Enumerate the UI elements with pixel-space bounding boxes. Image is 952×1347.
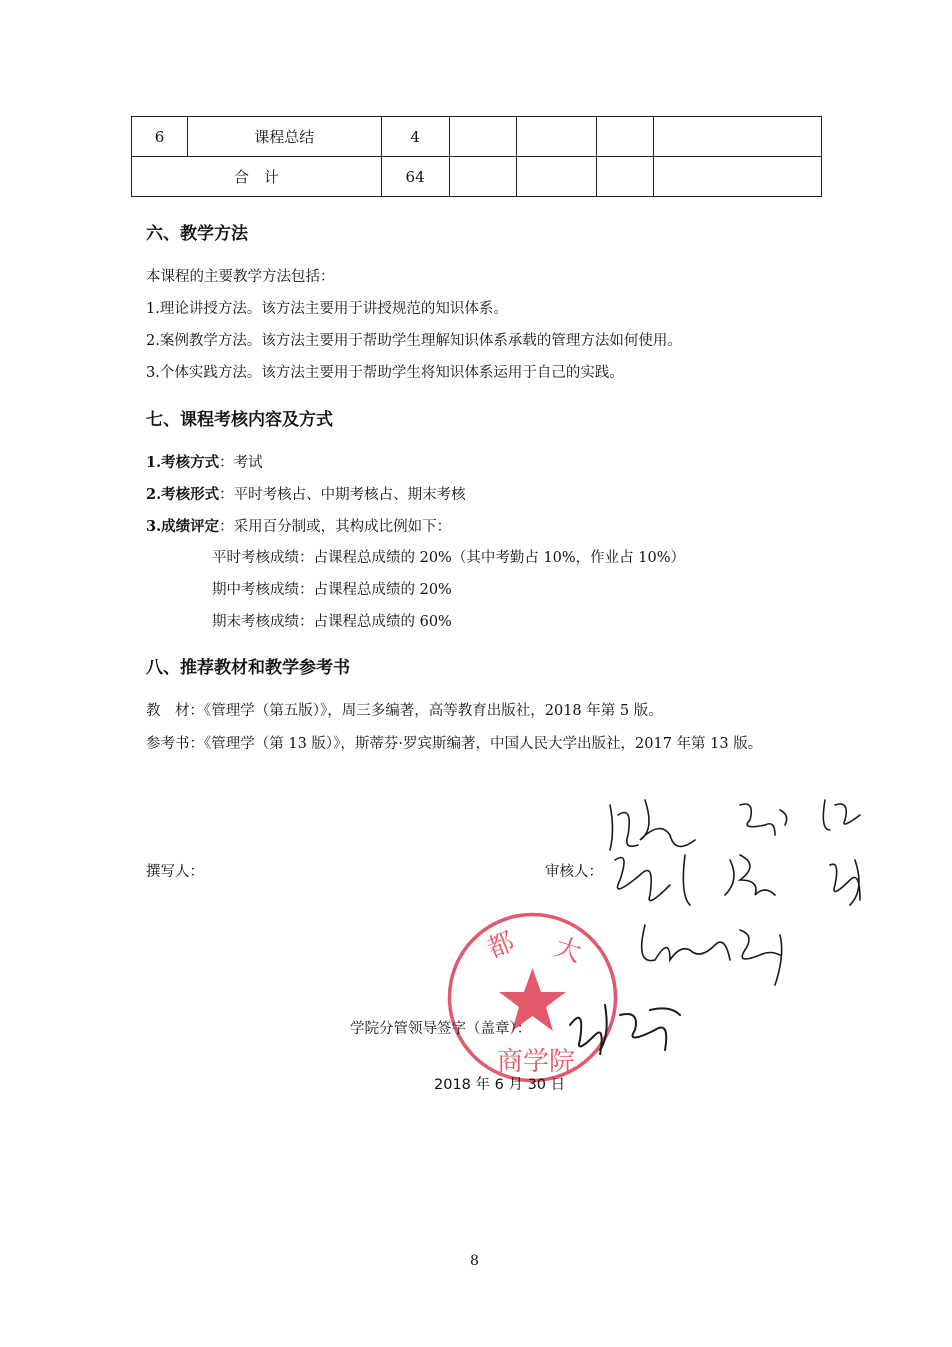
section6-intro: 本课程的主要教学方法包括： <box>146 269 335 285</box>
exam-form <box>146 483 466 504</box>
exam-form-value: ：平时考核占、中期考核占、期末考核 <box>219 487 466 503</box>
handwritten-signatures <box>590 785 890 995</box>
seal-char-2: 大 <box>550 932 585 969</box>
empty-cell <box>449 157 517 197</box>
exam-method-label: 1.考核方式 <box>146 454 220 471</box>
empty-cell <box>654 117 822 157</box>
section6-title: 六、教学方法 <box>146 224 248 244</box>
grade-rule-label: 3.成绩评定 <box>146 518 220 535</box>
table-row <box>132 117 822 157</box>
empty-cell <box>449 117 517 157</box>
grade-rule <box>146 515 451 536</box>
exam-method-value: ：考试 <box>219 455 263 471</box>
section6-item-1: 1.理论讲授方法。该方法主要用于讲授规范的知识体系。 <box>146 301 508 317</box>
row-hours: 4 <box>381 117 449 157</box>
grade-item-midterm: 期中考核成绩：占课程总成绩的 20% <box>212 582 452 598</box>
exam-form-label: 2.考核形式 <box>146 486 220 503</box>
seal-char-1: 都 <box>483 926 519 965</box>
sign-date: 2018 年 6 月 30 日 <box>434 1077 566 1093</box>
reviewer-label: 审核人： <box>545 864 603 880</box>
empty-cell <box>517 117 597 157</box>
grade-item-final: 期末考核成绩：占课程总成绩的 60% <box>212 614 452 630</box>
total-hours: 64 <box>381 157 449 197</box>
page-number: 8 <box>470 1253 479 1269</box>
row-topic: 课程总结 <box>187 117 381 157</box>
empty-cell <box>654 157 822 197</box>
dean-signature <box>560 995 700 1055</box>
section8-title: 八、推荐教材和教学参考书 <box>146 658 350 678</box>
section6-item-3: 3.个体实践方法。该方法主要用于帮助学生将知识体系运用于自己的实践。 <box>146 365 624 381</box>
total-label: 合 计 <box>132 157 382 197</box>
section7-title: 七、课程考核内容及方式 <box>146 410 333 430</box>
empty-cell <box>597 157 654 197</box>
dean-signature-label: 学院分管领导签字（盖章）： <box>350 1021 532 1037</box>
section6-item-2: 2.案例教学方法。该方法主要用于帮助学生理解知识体系承载的管理方法如何使用。 <box>146 333 682 349</box>
schedule-table <box>131 116 822 197</box>
grade-rule-value: ：采用百分制或，其构成比例如下： <box>219 519 452 535</box>
empty-cell <box>597 117 654 157</box>
exam-method <box>146 451 263 472</box>
reference-book: 参考书：《管理学（第 13 版）》，斯蒂芬·罗宾斯编著，中国人民大学出版社，2017 年第 13 版。 <box>146 736 763 752</box>
table-total-row <box>132 157 822 197</box>
seal-bottom-text: 商学院 <box>497 1047 576 1077</box>
grade-item-regular: 平时考核成绩：占课程总成绩的 20%（其中考勤占 10%，作业占 10%） <box>212 550 686 566</box>
row-number: 6 <box>132 117 188 157</box>
writer-label: 撰写人： <box>146 864 204 880</box>
empty-cell <box>517 157 597 197</box>
textbook: 教 材：《管理学（第五版）》，周三多编著，高等教育出版社，2018 年第 5 版。 <box>146 703 663 719</box>
